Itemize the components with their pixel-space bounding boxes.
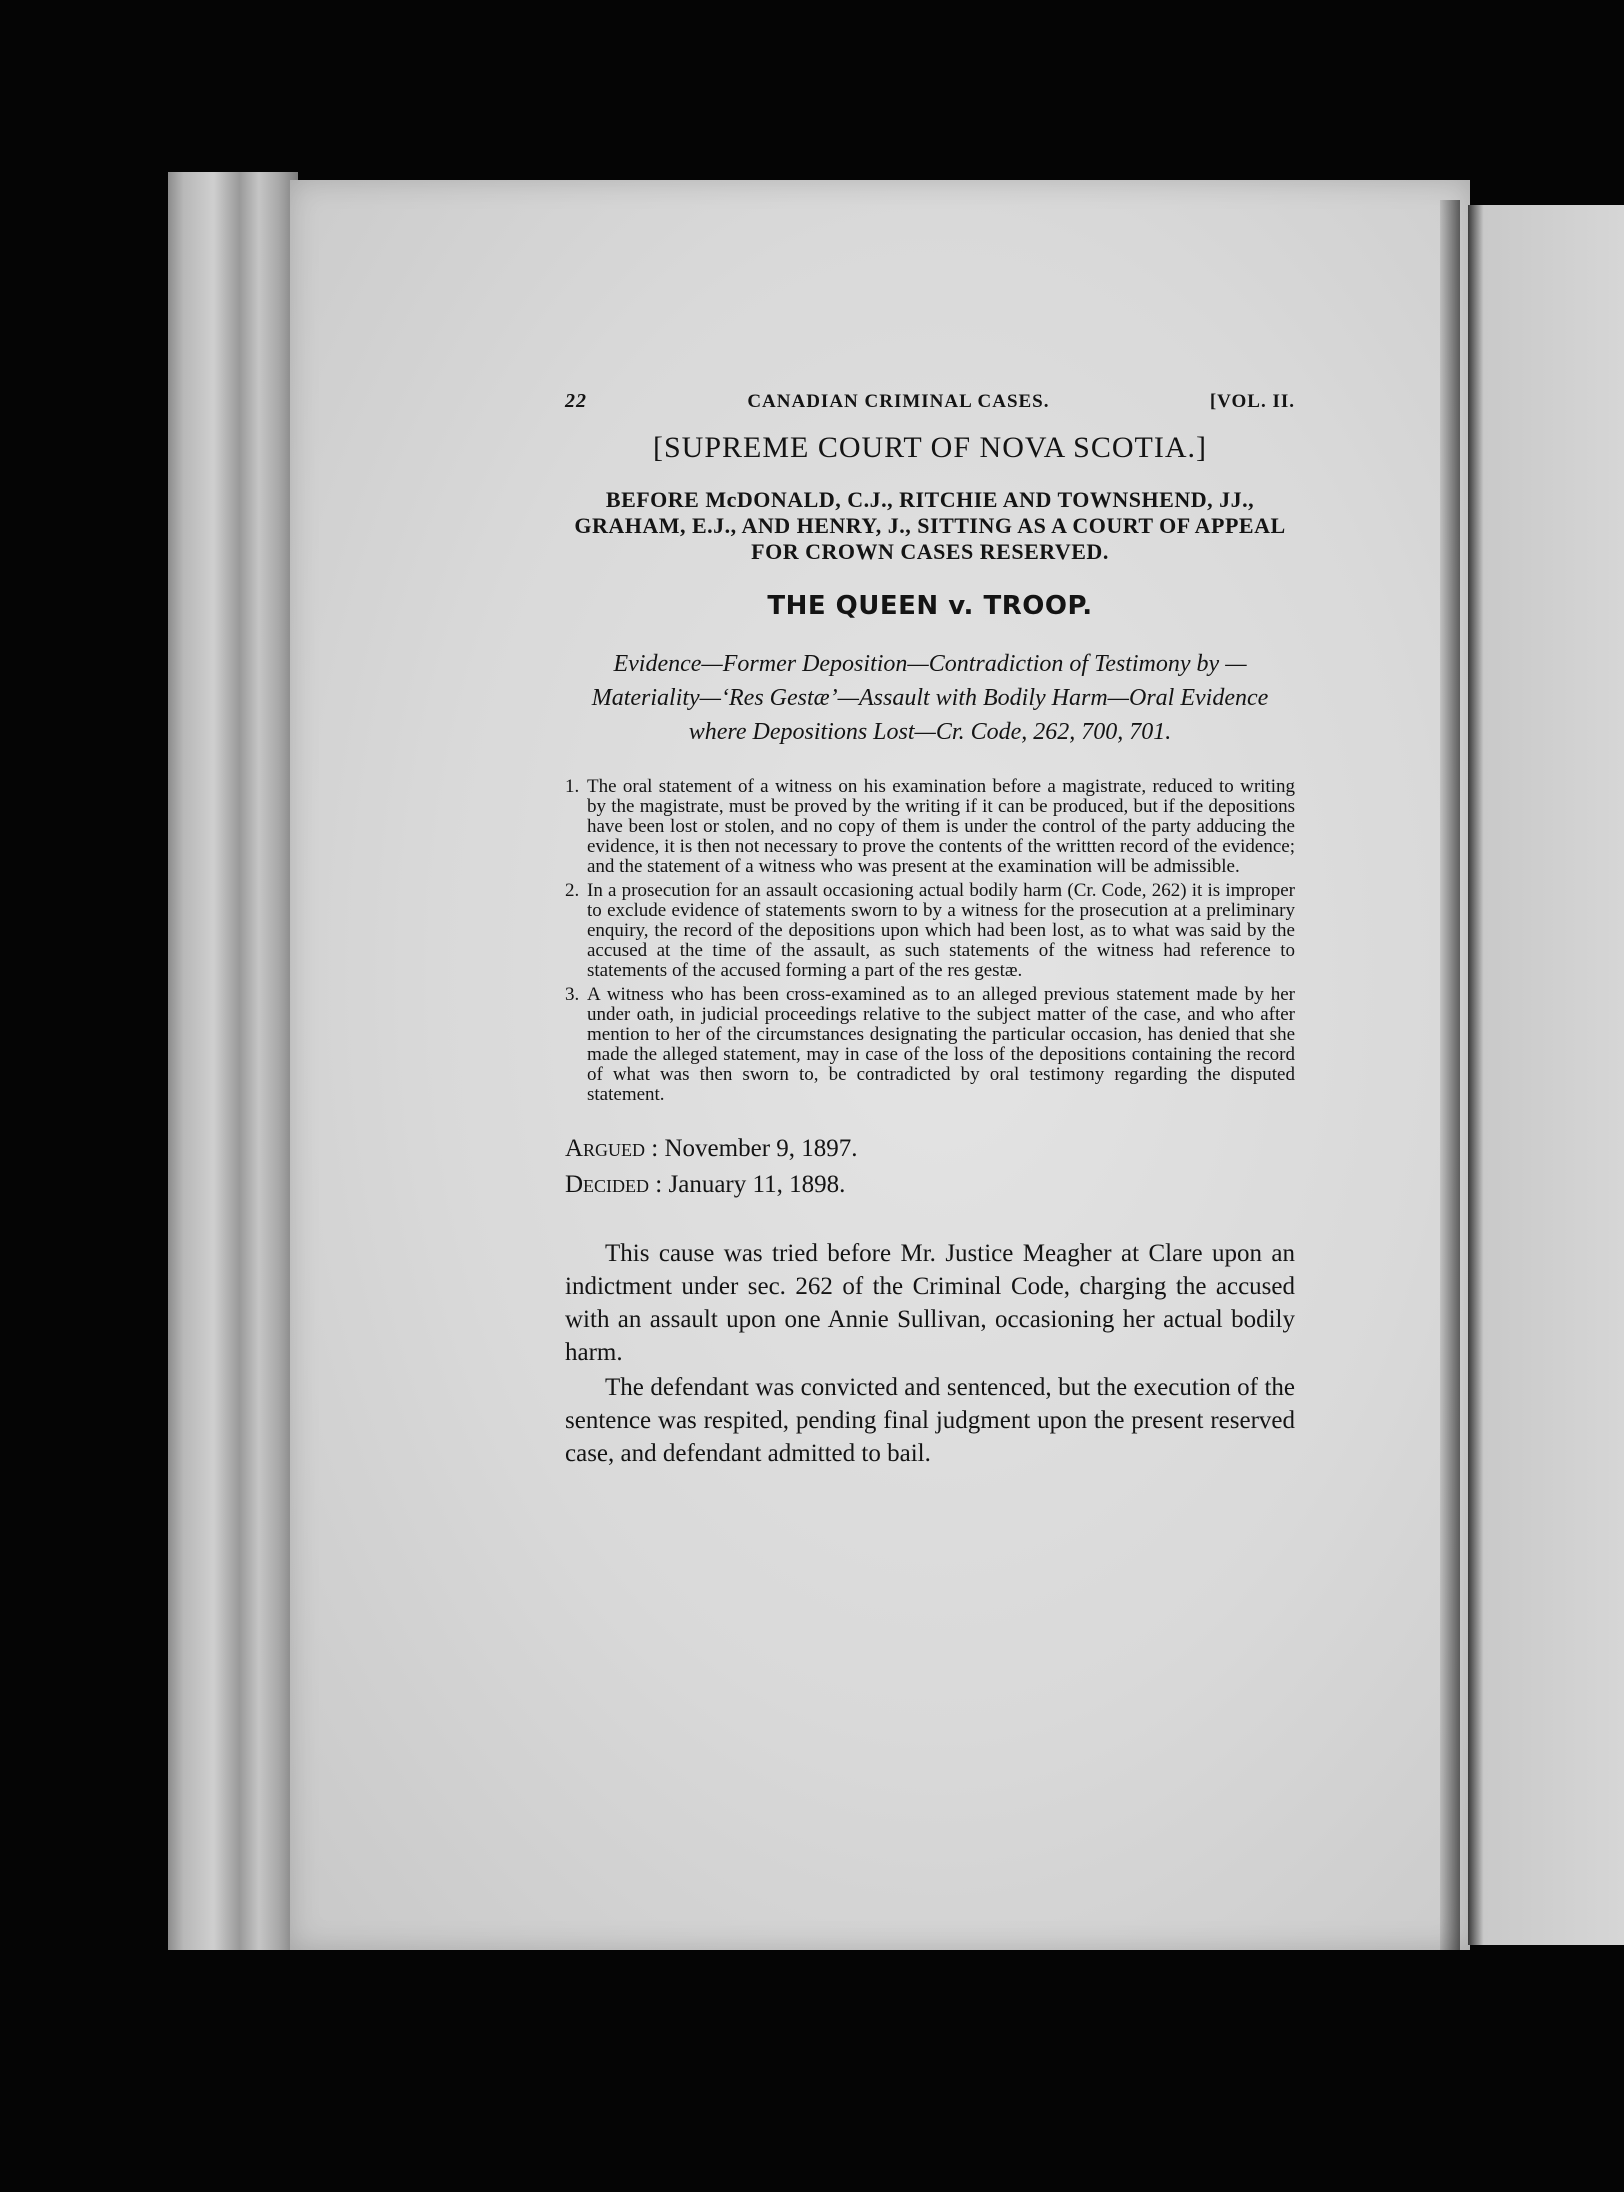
body-text: [565, 1237, 1295, 1470]
headnote: [565, 985, 1295, 1105]
headnote-number: 2.: [565, 880, 580, 901]
page-content: [565, 390, 1295, 1472]
facing-page-edge: [1468, 205, 1624, 1945]
headnotes: [565, 777, 1295, 1105]
running-head: [565, 390, 1295, 413]
headnote-number: 1.: [565, 776, 580, 797]
argued-line: [565, 1131, 1295, 1167]
gutter-shadow: [1440, 200, 1460, 1950]
headnote-text: The oral statement of a witness on his examination before a magistrate, reduced to writing by the magistrate, must be proved by the writing if it can be produced, but if the depositions have been lost or stolen, and no copy of them is under the control of the party adducing the evidence, it is then not necessary to prove the contents of the writtten record of the evidence; and the statement of a witness who was present at the examination will be admissible.: [587, 776, 1295, 877]
argued-date: November 9, 1897.: [664, 1135, 858, 1162]
court-heading: [SUPREME COURT OF NOVA SCOTIA.]: [652, 431, 1207, 464]
argued-label: Argued :: [565, 1135, 659, 1162]
decided-line: [565, 1167, 1295, 1203]
body-paragraph: This cause was tried before Mr. Justice Meagher at Clare upon an indictment under sec. 262 of the Criminal Code, charging the accused with an assault upon one Annie Sullivan, occasioning her actual bodily harm.: [565, 1240, 1295, 1366]
publication-title: CANADIAN CRIMINAL CASES.: [747, 391, 1050, 412]
headnote-text: A witness who has been cross-examined as to an alleged previous statement made by her under oath, in judicial proceedings relative to the subject matter of the case, and who after mention to her of the circumstances designating the particular occasion, has denied that she made the alleged statement, may in case of the loss of the depositions containing the record of what was then sworn to, be contradicted by oral testimony regarding the disputed statement.: [587, 984, 1295, 1105]
case-dates: [565, 1131, 1295, 1203]
headnote-number: 3.: [565, 984, 580, 1005]
volume-label: [VOL. II.: [1209, 391, 1295, 412]
decided-label: Decided :: [565, 1171, 663, 1198]
bench-heading: BEFORE McDONALD, C.J., RITCHIE AND TOWNSHEND, JJ., GRAHAM, E.J., AND HENRY, J., SITTING AS A COURT OF APPEAL FOR CROWN CASES RESERVED.: [574, 487, 1286, 564]
decided-date: January 11, 1898.: [668, 1171, 846, 1198]
page-edges: [168, 172, 298, 1950]
headnote-text: In a prosecution for an assault occasioning actual bodily harm (Cr. Code, 262) it is improper to exclude evidence of statements sworn to by a witness for the prosecution at a preliminary enquiry, the record of the depositions upon which had been lost, as to what was said by the accused at the time of the assault, as such statements of the witness had reference to statements of the accused forming a part of the res gestæ.: [587, 880, 1295, 981]
page-number: 22: [565, 390, 587, 412]
body-paragraph: The defendant was convicted and sentenced, but the execution of the sentence was respited, pending final judgment upon the present reserved case, and defendant admitted to bail.: [565, 1374, 1295, 1467]
case-title: THE QUEEN v. TROOP.: [767, 591, 1093, 621]
headnote: [565, 881, 1295, 981]
headnote: [565, 777, 1295, 877]
catchwords: Evidence—Former Deposition—Contradiction of Testimony by —Materiality—‘Res Gestæ’—Assault with Bodily Harm—Oral Evidence where Depositions Lost—Cr. Code, 262, 700, 701.: [591, 651, 1269, 745]
